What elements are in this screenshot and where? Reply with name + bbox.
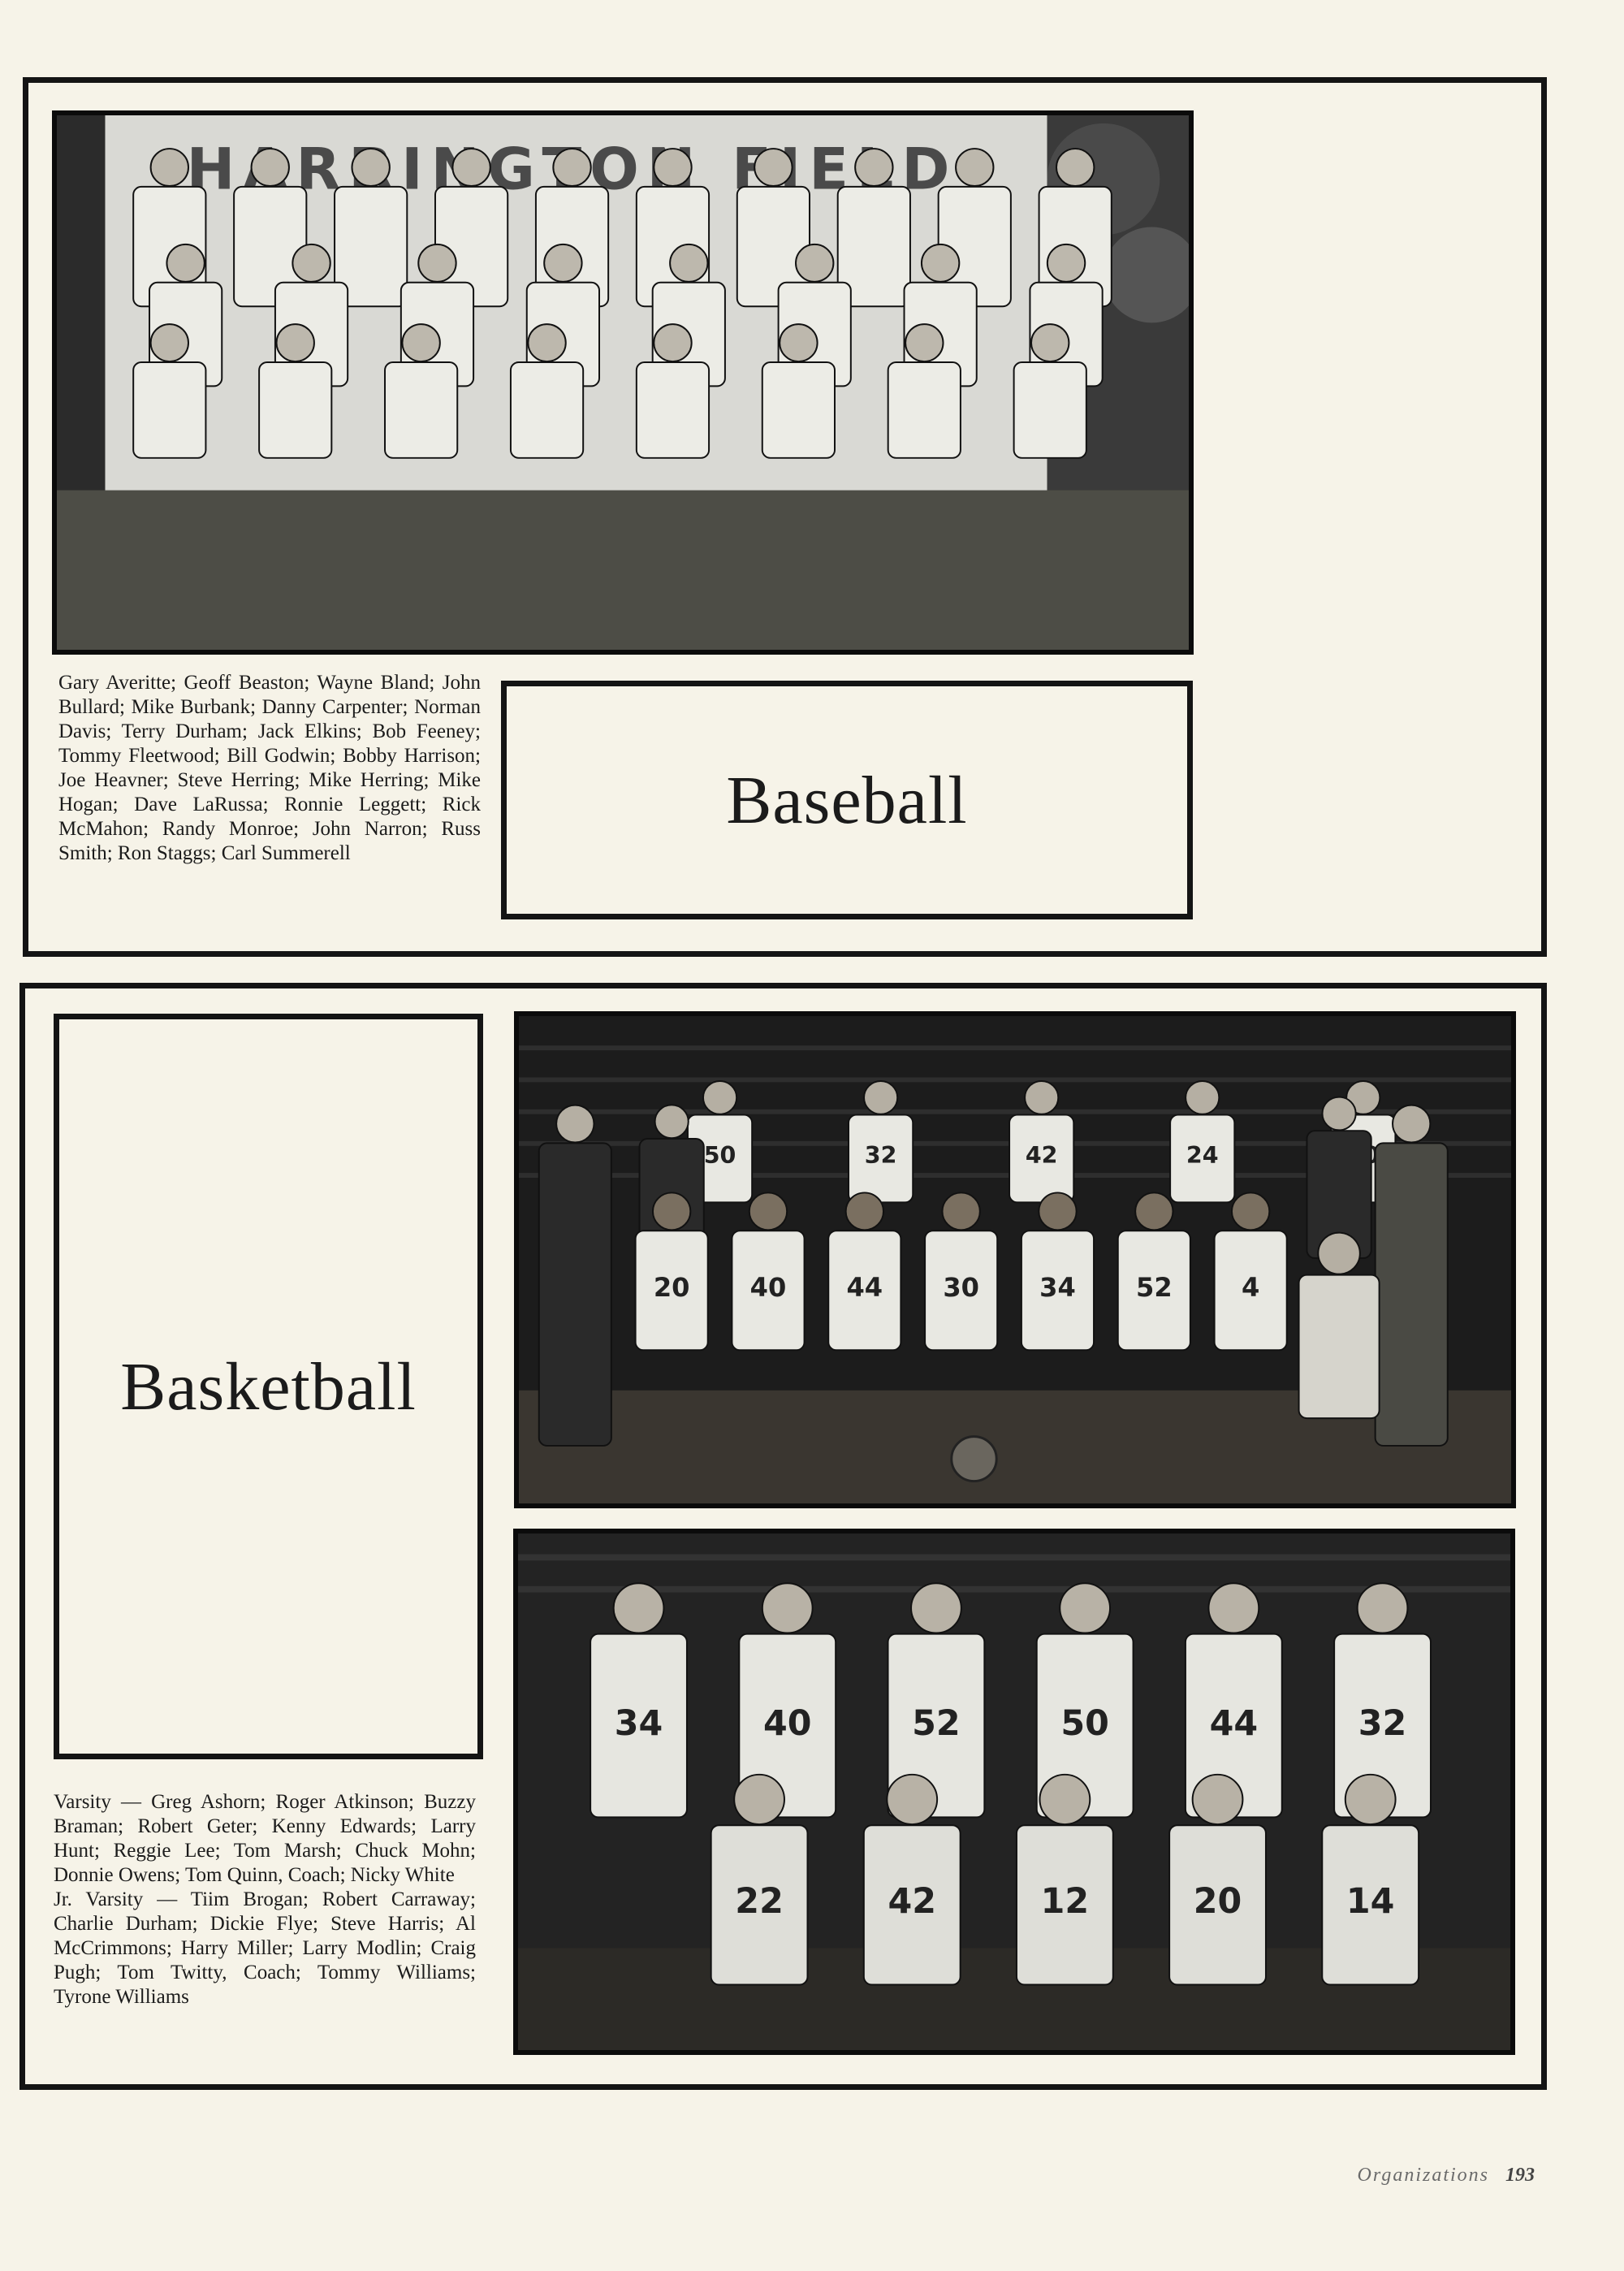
jersey-number: 20 — [1193, 1881, 1242, 1923]
coach — [539, 1105, 611, 1446]
baseball-caption — [58, 671, 481, 866]
page-number: 193 — [1505, 2165, 1535, 2186]
basketball-jv-photo — [513, 1529, 1515, 2055]
baseball-title: Baseball — [726, 762, 968, 838]
section-name: Organizations — [1357, 2165, 1489, 2186]
jersey-number: 44 — [846, 1272, 883, 1304]
jersey-number: 14 — [1345, 1881, 1395, 1923]
harrington-field-sign: HARRINGTON FIELD — [186, 135, 958, 203]
jersey-number: 22 — [735, 1881, 784, 1923]
jersey-number: 50 — [1060, 1702, 1109, 1744]
jersey-number: 20 — [653, 1272, 690, 1304]
varsity-roster: Varsity — Greg Ashorn; Roger Atkinson; Buzzy Braman; Robert Geter; Kenny Edwards; Larry Hunt; Reggie Lee; Tom Marsh; Chuck Mohn; Donnie Owens; Tom Quinn, Coach; Nicky White — [54, 1791, 476, 1886]
jersey-number: 52 — [1136, 1272, 1173, 1304]
basketball-title: Basketball — [120, 1348, 417, 1425]
baseball-roster: Gary Averitte; Geoff Beaston; Wayne Bland; John Bullard; Mike Burbank; Danny Carpenter; Norman Davis; Terry Durham; Jack Elkins; Bob Feeney; Tommy Fleetwood; Bill Godwin; Bobby Harrison; Joe Heavner; Steve Herring; Mike Herring; Mike Hogan; Dave LaRussa; Ronnie Leggett; Rick McMahon; Randy Monroe; John Narron; Russ Smith; Ron Staggs; Carl Summerell — [58, 672, 481, 864]
jersey-number: 40 — [762, 1702, 812, 1744]
page-footer — [1358, 2165, 1535, 2187]
jersey-number: 34 — [1039, 1272, 1076, 1304]
coach — [1376, 1105, 1448, 1446]
jersey-number: 12 — [1040, 1881, 1090, 1923]
baseball-team-photo — [52, 110, 1194, 655]
jersey-number: 44 — [1209, 1702, 1259, 1744]
jersey-number: 32 — [864, 1142, 897, 1169]
jersey-number: 32 — [1358, 1702, 1407, 1744]
jersey-number: 52 — [912, 1702, 961, 1744]
basketball-varsity-photo — [514, 1011, 1516, 1508]
jersey-number: 4 — [1241, 1272, 1260, 1304]
jersey-number: 42 — [888, 1881, 936, 1923]
baseball-title-box — [501, 681, 1193, 919]
basketball-caption — [54, 1790, 476, 2009]
jersey-number: 50 — [703, 1142, 736, 1169]
jersey-number: 34 — [614, 1702, 663, 1744]
jersey-number: 30 — [943, 1272, 979, 1304]
jersey-number: 24 — [1186, 1142, 1219, 1169]
basketball-title-box — [54, 1014, 483, 1759]
jersey-number: 40 — [749, 1272, 787, 1304]
jersey-number: 42 — [1025, 1142, 1058, 1169]
jv-roster: Jr. Varsity — Tiim Brogan; Robert Carraway; Charlie Durham; Dickie Flye; Steve Harris; Al McCrimmons; Harry Miller; Larry Modlin; Craig Pugh; Tom Twitty, Coach; Tommy Williams; Tyrone Williams — [54, 1888, 476, 2008]
